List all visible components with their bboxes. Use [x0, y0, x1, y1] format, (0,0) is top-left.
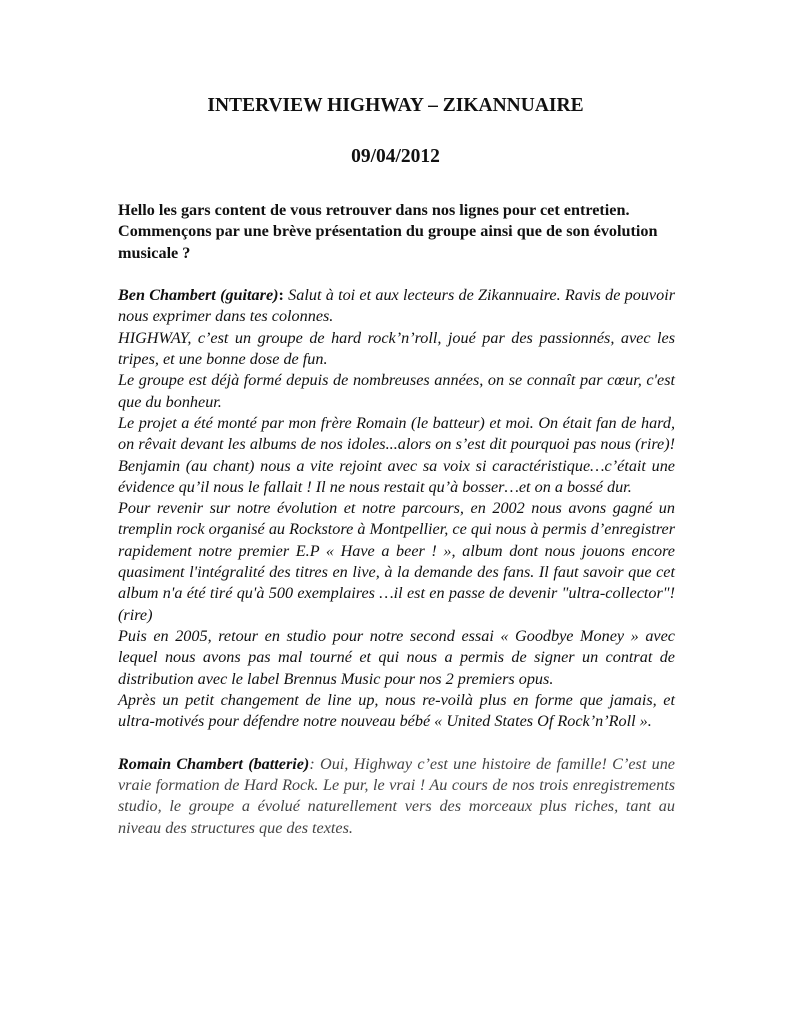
document-date: 09/04/2012 [351, 146, 440, 167]
answer-paragraph: Salut à toi et aux lecteurs de Zikannuaire. Ravis de pouvoir nous exprimer dans tes colonnes. [118, 286, 676, 326]
answer-romain [118, 754, 675, 839]
answer-paragraph: Après un petit changement de line up, nous re-voilà plus en forme que jamais, et ultra-motivés pour défendre notre nouveau bébé « United States Of Rock’n’Roll ». [118, 690, 675, 731]
answer-paragraph: Puis en 2005, retour en studio pour notre second essai « Goodbye Money » avec lequel nous avons pas mal tourné et qui nous a permis de signer un contrat de distribution avec le label Brennus Music pour nos 2 premiers opus. [118, 626, 675, 688]
paragraph-spacer [118, 264, 675, 285]
speaker-colon: : [278, 286, 284, 305]
document-title: INTERVIEW HIGHWAY – ZIKANNUAIRE [207, 95, 584, 116]
paragraph-spacer [118, 732, 675, 753]
speaker-name: Ben Chambert (guitare) [118, 286, 279, 305]
answer-paragraph: Le projet a été monté par mon frère Romain (le batteur) et moi. On était fan de hard, on rêvait devant les albums de nos idoles...alors on s’est dit pourquoi pas nous (rire)! Benjamin (au chant) nous a vite rejoint avec sa voix si caractéristique…c’était une évidence qu’il nous le fallait ! Il ne nous restait qu’à bosser…et on a bossé dur. [118, 413, 675, 496]
answer-paragraph: Pour revenir sur notre évolution et notre parcours, en 2002 nous avons gagné un tremplin rock organisé au Rockstore à Montpellier, ce qui nous à permis d’enregistrer rapidement notre premier E.P « Have a beer ! », album dont nous jouons encore quasiment l'intégralité des titres en live, à la demande des fans. Il faut savoir que cet album n'a été tiré qu'à 500 exemplaires …il est en passe de devenir "ultra-collector"! (rire) [118, 499, 675, 624]
answer-ben [118, 285, 675, 732]
answer-paragraph: HIGHWAY, c’est un groupe de hard rock’n’roll, joué par des passionnés, avec les tripes, et une bonne dose de fun. [118, 328, 675, 369]
answer-ben-intro [118, 285, 675, 328]
speaker-colon: : [309, 754, 315, 773]
answer-paragraph: Le groupe est déjà formé depuis de nombreuses années, on se connaît par cœur, c'est que du bonheur. [118, 371, 675, 411]
speaker-name: Romain Chambert (batterie) [118, 754, 310, 773]
interview-question: Hello les gars content de vous retrouver dans nos lignes pour cet entretien. Commençons par une brève présentation du groupe ainsi que de son évolution musicale ? [118, 201, 658, 262]
answer-paragraph: Oui, Highway c’est une histoire de famille! C’est une vraie formation de Hard Rock. Le pur, le vrai ! Au cours de nos trois enregistrements studio, le groupe a évolué naturellement vers des morceaux plus riches, tant au niveau des structures que des textes. [118, 754, 675, 837]
interview-body [118, 200, 675, 839]
